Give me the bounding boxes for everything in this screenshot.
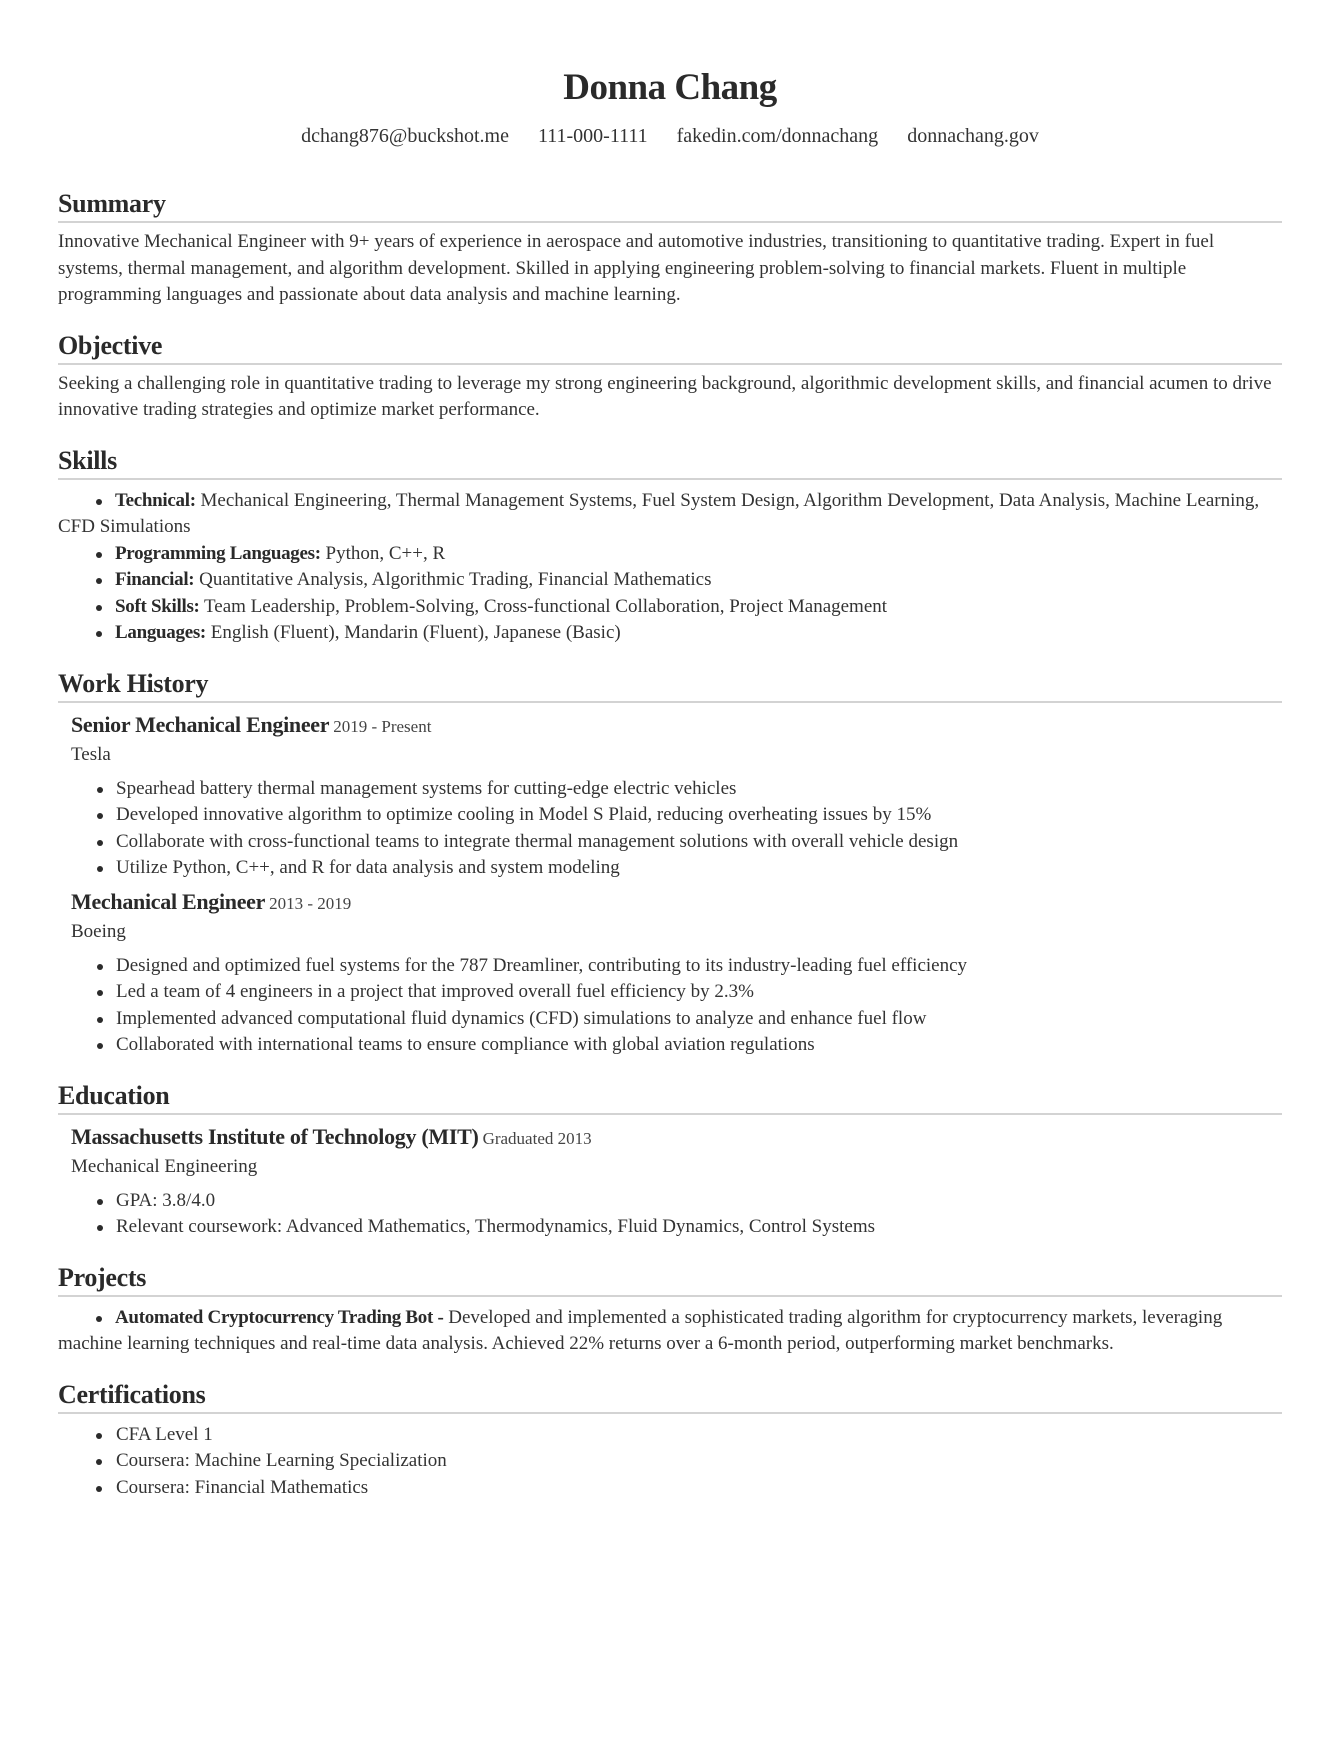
skill-item: [58, 567, 1282, 594]
certification-item: CFA Level 1: [58, 1422, 1282, 1449]
certification-item: Coursera: Machine Learning Specialization: [58, 1448, 1282, 1475]
education-bullet: GPA: 3.8/4.0: [58, 1188, 1282, 1215]
skill-value: English (Fluent), Mandarin (Fluent), Japanese (Basic): [210, 622, 621, 643]
job-entry: [58, 888, 1282, 1059]
skill-label: Languages:: [115, 622, 206, 643]
skill-item: [58, 620, 1282, 647]
job-bullet: Led a team of 4 engineers in a project that improved overall fuel efficiency by 2.3%: [58, 979, 1282, 1006]
skills-list: [58, 488, 1282, 647]
skill-value: Python, C++, R: [325, 542, 446, 564]
education-bullet: Relevant coursework: Advanced Mathematics, Thermodynamics, Fluid Dynamics, Control Systems: [58, 1214, 1282, 1241]
job-bullet: Collaborated with international teams to ensure compliance with global aviation regulations: [58, 1032, 1282, 1059]
project-description: Developed and implemented a sophisticated trading algorithm for cryptocurrency markets, leveraging machine learning techniques and real-time data analysis. Achieved 22% returns over a 6-month period, outperforming market benchmarks.: [58, 1306, 1223, 1354]
resume-page: [58, 0, 1282, 1501]
contact-email[interactable]: dchang876@buckshot.me: [301, 125, 509, 147]
project-item: [58, 1305, 1282, 1358]
job-bullets: [58, 953, 1282, 1059]
skill-label: Programming Languages:: [115, 542, 321, 564]
job-header: [71, 711, 1282, 742]
job-company: Boeing: [71, 920, 126, 942]
skill-item: [58, 594, 1282, 621]
job-title: Mechanical Engineer: [71, 888, 266, 914]
objective-section: [58, 331, 1282, 424]
contact-website[interactable]: donnachang.gov: [907, 125, 1039, 147]
school-name: Massachusetts Institute of Technology (MIT): [71, 1123, 479, 1149]
job-bullets: [58, 776, 1282, 882]
skill-value: Mechanical Engineering, Thermal Management Systems, Fuel System Design, Algorithm Development, Data Analysis, Machine Learning, CFD Simulations: [58, 489, 1260, 537]
section-title-education: Education: [58, 1081, 1282, 1115]
contact-phone[interactable]: 111-000-1111: [537, 125, 648, 147]
section-title-objective: Objective: [58, 331, 1282, 365]
summary-text: Innovative Mechanical Engineer with 9+ years of experience in aerospace and automotive industries, transitioning to quantitative trading. Expert in fuel systems, thermal management, and algorithm development. Skilled in applying engineering problem-solving to financial markets. Fluent in multiple programming languages and passionate about data analysis and machine learning.: [58, 231, 1215, 305]
job-bullet: Spearhead battery thermal management systems for cutting-edge electric vehicles: [58, 776, 1282, 803]
job-header: [71, 888, 1282, 919]
certifications-section: [58, 1380, 1282, 1502]
job-bullet: Developed innovative algorithm to optimize cooling in Model S Plaid, reducing overheating issues by 15%: [58, 802, 1282, 829]
job-entry: [58, 711, 1282, 882]
job-bullet: Collaborate with cross-functional teams to integrate thermal management solutions with overall vehicle design: [58, 829, 1282, 856]
certifications-list: [58, 1422, 1282, 1502]
degree: Mechanical Engineering: [71, 1155, 258, 1177]
skills-section: [58, 446, 1282, 647]
work-history-section: [58, 669, 1282, 1059]
skill-label: Financial:: [115, 569, 195, 590]
section-title-certifications: Certifications: [58, 1380, 1282, 1414]
section-title-skills: Skills: [58, 446, 1282, 480]
education-entry: [58, 1123, 1282, 1241]
education-bullets: [58, 1188, 1282, 1241]
job-company: Tesla: [71, 743, 111, 765]
contact-linkedin[interactable]: fakedin.com/donnachang: [676, 125, 879, 147]
skill-value: Quantitative Analysis, Algorithmic Trading, Financial Mathematics: [199, 569, 712, 590]
education-header: [71, 1123, 1282, 1154]
skill-value: Team Leadership, Problem-Solving, Cross-functional Collaboration, Project Management: [204, 595, 888, 617]
job-title: Senior Mechanical Engineer: [71, 711, 330, 737]
section-title-projects: Projects: [58, 1263, 1282, 1297]
job-bullet: Designed and optimized fuel systems for the 787 Dreamliner, contributing to its industry-leading fuel efficiency: [58, 953, 1282, 980]
section-title-summary: Summary: [58, 189, 1282, 223]
skill-label: Technical:: [115, 489, 196, 511]
education-section: [58, 1081, 1282, 1241]
summary-section: [58, 189, 1282, 309]
graduation-date: Graduated 2013: [482, 1128, 592, 1148]
skill-item: [58, 541, 1282, 568]
skill-item: [58, 488, 1282, 541]
skill-label: Soft Skills:: [115, 595, 200, 617]
job-dates: 2019 - Present: [333, 716, 432, 736]
job-bullet: Utilize Python, C++, and R for data analysis and system modeling: [58, 855, 1282, 882]
certification-item: Coursera: Financial Mathematics: [58, 1475, 1282, 1502]
job-bullet: Implemented advanced computational fluid dynamics (CFD) simulations to analyze and enhance fuel flow: [58, 1006, 1282, 1033]
objective-text: Seeking a challenging role in quantitative trading to leverage my strong engineering background, algorithmic development skills, and financial acumen to drive innovative trading strategies and optimize market performance.: [58, 372, 1272, 420]
projects-list: [58, 1305, 1282, 1358]
job-dates: 2013 - 2019: [269, 893, 352, 913]
project-name: Automated Cryptocurrency Trading Bot -: [115, 1306, 444, 1328]
contact-line: [58, 124, 1282, 148]
section-title-work-history: Work History: [58, 669, 1282, 703]
projects-section: [58, 1263, 1282, 1358]
candidate-name: Donna Chang: [563, 67, 777, 108]
